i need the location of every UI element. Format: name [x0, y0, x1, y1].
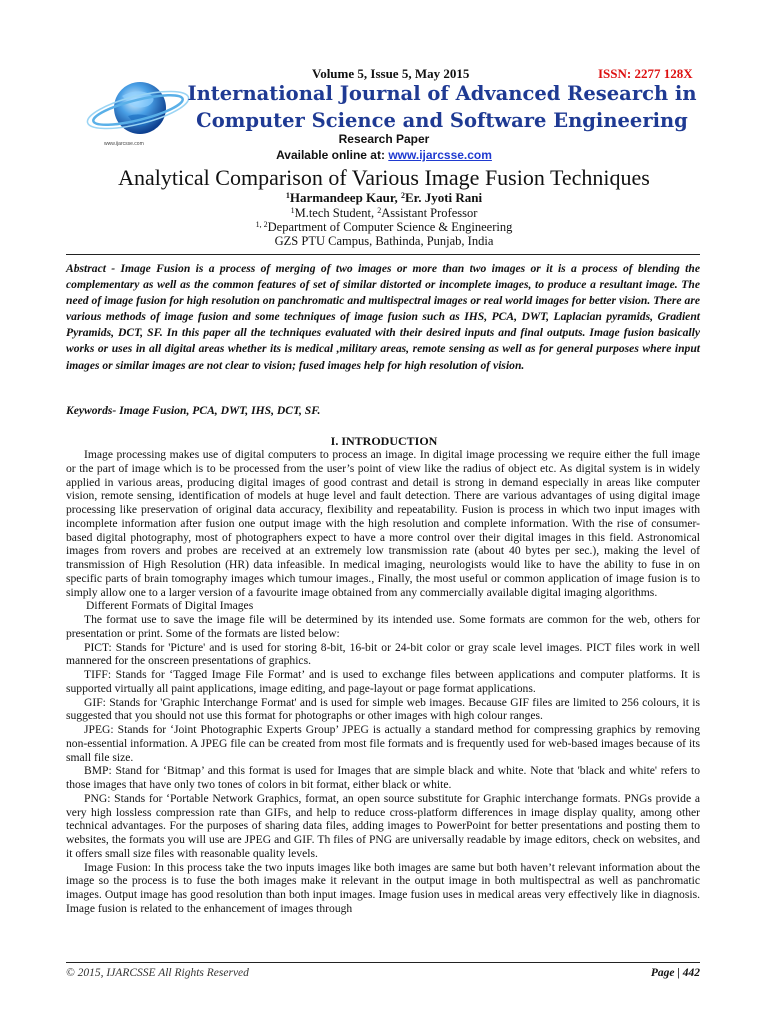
paper-type: Research Paper	[338, 132, 430, 146]
campus: GZS PTU Campus, Bathinda, Punjab, India	[274, 234, 494, 248]
paragraph-image-fusion: Image Fusion: In this process take the two inputs images like both images are same but both haven’t relevant information about the image so the process is to fuse the both images make it relevant in the output image in both multispectral as well as panchromatic images. Output image has good resolution than both input images. Image fusion uses in medical areas very effectively like in diagnosis. Image fusion is related to the enhancement of images through	[66, 860, 700, 915]
paragraph-png: PNG: Stands for ‘Portable Network Graphics, format, an open source substitute for Graphic interchange formats. PNGs provide a very high lossless compression rate than GIFs, and help to reduce cross-platform differences in image display quality, among other technical advantages. For the purposes of sharing data files, adding images to PowerPoint for better presentations and posting them to websites, the formats you will use are JPEG and GIF. Th files of PNG are universally readable by image editors, check on websites, and it offers small size files with reasonable quality levels.	[66, 791, 700, 860]
paragraph-gif: GIF: Stands for 'Graphic Interchange Format' and is used for simple web images. Because GIF files are limited to 256 colours, it is suggested that you should not use this format for photographs or other images with high colour ranges.	[66, 695, 700, 723]
availability-line	[0, 148, 768, 162]
journal-title-line1: International Journal of Advanced Research in	[187, 82, 697, 105]
available-label: Available online at:	[276, 148, 389, 162]
paragraph-jpeg: JPEG: Stands for ‘Joint Photographic Experts Group’ JPEG is actually a standard method for compressing graphics by removing non-essential information. A JPEG file can be created from most file formats and is frequently used for web-based images because of its small file size.	[66, 723, 700, 764]
journal-title	[186, 80, 698, 134]
volume-issue: Volume 5, Issue 5, May 2015	[312, 66, 470, 81]
abstract: Abstract - Image Fusion is a process of merging of two images or more than two images or it is a process of blending the complementary as well as the common features of set of similar distorted or incomplete images, to produce a resultant image. The need of image fusion for high resolution on panchromatic and multispectral images or real world images for better vision. There are various methods of image fusion and some techniques of image fusion such as IHS, PCA, DWT, Laplacian pyramids, Gradient Pyramids, DCT, SF. In this paper all the techniques evaluated with their desired inputs and final outputs. Image fusion basically works or uses in all digital areas whether its is medical ,military areas, remote sensing as well as for general purposes where input images or similar images are not clear to vision; fused images help for high resolution of vision.	[66, 262, 700, 372]
paragraph-formats: The format use to save the image file will be determined by its intended use. Some formats are common for the web, others for presentation or print. Some of the formats are listed below:	[66, 613, 700, 640]
author-1: Harmandeep Kaur,	[289, 190, 401, 205]
keywords: Keywords- Image Fusion, PCA, DWT, IHS, DCT, SF.	[66, 404, 321, 417]
section-heading-introduction: I. INTRODUCTION	[330, 434, 438, 448]
issn: ISSN: 2277 128X	[598, 66, 693, 81]
journal-website-link[interactable]: www.ijarcsse.com	[388, 148, 492, 162]
paragraph-bmp: BMP: Stand for ‘Bitmap’ and this format is used for Images that are simple black and white. Note that 'black and white' refers to those images that have only two tones of colors in bit format, either black or white.	[66, 764, 700, 791]
subheading-formats: Different Formats of Digital Images	[86, 599, 254, 613]
paragraph-intro: Image processing makes use of digital computers to process an image. In digital image processing we require either the full image or the part of image which is to be processed from the user’s point of view like the radius of object etc. As digital system is in widely applied in various areas, producing digital images of good contrast and detail is strong in demand especially in areas like computer vision, remote sensing, identification of models at huge level and fault detection. There are various advantages of using digital image processing like preservation of original data accuracy, flexibility and repeatability. Fusion is process in which two input images with incomplete information after fusion one output image with the high resolution and complete information. With the rise of consumer-based digital photography, most of photographers expect to have a more control over their digital images in this field. Astronomical images from rovers and probes are received at an extremely low transmission rate (about 40 bytes per sec.), making the level of transmission of High Resolution (HR) data infeasible. In medical imaging, neurologists would like to have the ability to fuse in on specific parts of brain tomography images which tumour images., Finally, the most useful or common application of image fusion is to simply allow one to a larger version of a favourite image obtained from any commercially available digital imaging algorithms.	[66, 448, 700, 599]
author-2: Er. Jyoti Rani	[404, 190, 483, 205]
logo-caption: www.ijarcsse.com	[104, 141, 144, 147]
footer-divider	[66, 962, 700, 963]
journal-title-line2: Computer Science and Software Engineering	[196, 109, 688, 132]
authors: $^1$Harmandeep Kaur, $^2$Er. Jyoti Rani	[285, 190, 483, 205]
paragraph-pict: PICT: Stands for 'Picture' and is used for storing 8-bit, 16-bit or 24-bit color or gray scale level images. PICT files work in well mannered for the onscreen presentations of graphics.	[66, 640, 700, 668]
author-roles: $^1$M.tech Student, $^2$Assistant Professor	[290, 206, 478, 220]
body-text	[66, 448, 700, 916]
paper-title: Analytical Comparison of Various Image Fusion Techniques	[118, 165, 650, 190]
footer-copyright: © 2015, IJARCSSE All Rights Reserved	[66, 967, 249, 979]
footer-page-number: Page | 442	[650, 967, 700, 979]
paragraph-tiff: TIFF: Stands for ‘Tagged Image File Format’ and is used to exchange files between applications and computer platforms. It is supported virtually all paint applications, image editing, and page-layout or page format applications.	[66, 668, 700, 695]
header-divider	[66, 254, 700, 255]
department: $^{1, 2}$Department of Computer Science & Engineering	[255, 220, 513, 234]
